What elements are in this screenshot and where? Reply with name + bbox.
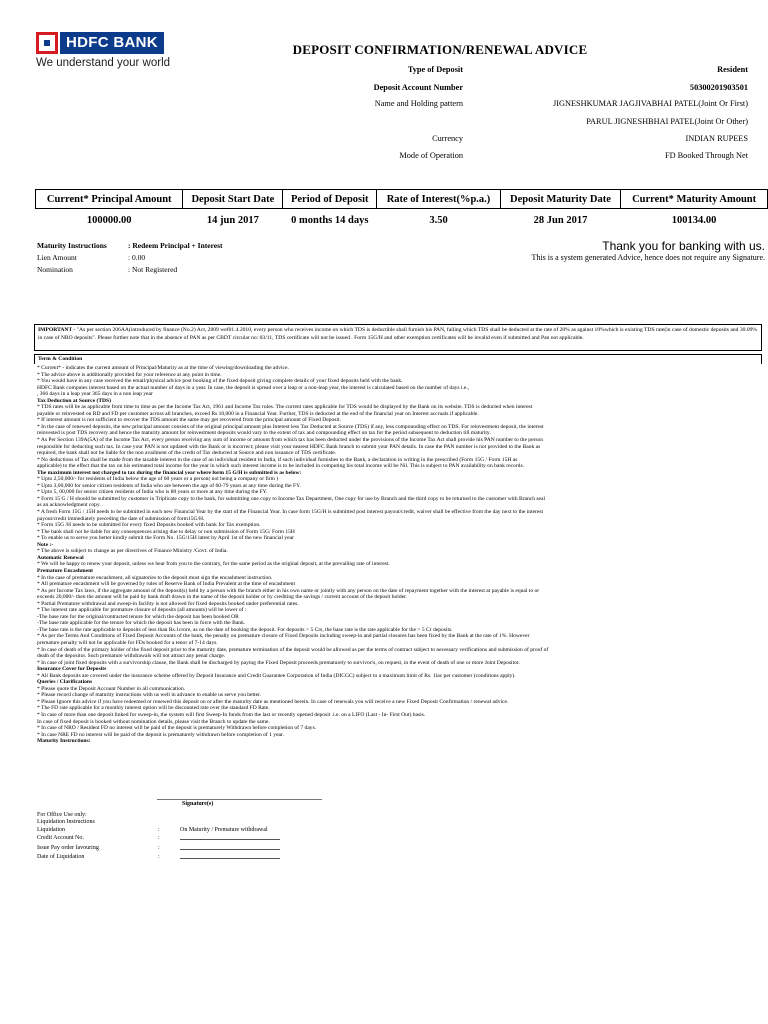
office-use-colon: : [158,826,160,833]
terms-line: * All premature encashment will be governed by rules of Reserve Bank of India Prevalent at the time of encashment [37,581,296,588]
detail-value: Resident [717,65,748,74]
terms-line: * The FD rate applicable for a monthly interest option will be discounted rate over the standard FD Rate. [37,705,270,712]
terms-line: -The base rate is the rate applicable to deposits of less than Rs.1crore, as on the date of booking the deposit. For deposits > 5 Crs, the base rate is the rate applicable for the > 5 Cr deposits. [37,626,453,633]
important-notice [34,324,762,351]
office-use-value [180,819,280,826]
office-use-value [180,853,280,862]
principal-amount: 100000.00 [86,214,132,226]
office-use-heading: For Office Use only: [37,812,87,818]
office-use-colon [158,819,180,826]
terms-line: premature penalty will not be applicable for FDs booked for a tenor of 7-14 days. [37,639,218,646]
terms-line: * In case of NRO / Resident FD no interest will be paid of the deposit is prematurely Withdrawn before completion of 7 days. [37,725,317,732]
detail-value: PARUL JIGNESHBHAI PATEL(Joint Or Other) [586,117,748,126]
terms-line: as an acknowledgment copy. [37,502,101,509]
detail-label: Mode of Operation [399,151,463,160]
terms-line: * As per the Terms And Conditions of Fixed Deposit Accounts of the bank, the penalty on premature closure of Fixed Deposits including sweep-in and partial closures has been fixed by the Bank at the rate of 1%. However [37,633,530,640]
terms-heading: Term & Condition [34,354,762,364]
blank-field-line [180,834,280,840]
terms-line: * Please Ignore this advice if you have redeemed or renewed this deposit on or after the maturity date as mentioned herein. In case of renewals you will receive a new Fixed Deposit Confirmation / renewal advice. [37,698,509,705]
system-generated-note: This is a system generated Advice, hence does not require any Signature. [531,253,765,262]
terms-section-heading: Insurance Cover for Deposits [37,666,107,673]
terms-line: * As Per Section 139A(5A) of the Income Tax Act, every person receiving any sum of income or amount from which tax has been deducted under the provisions of the Income Tax Act shall provide his PAN number to the person [37,437,544,444]
terms-section-heading: Note :- [37,541,54,548]
document-title: DEPOSIT CONFIRMATION/RENEWAL ADVICE [292,42,588,57]
terms-line: * To enable us to serve you better kindly submit the Form No. 15G/15H latest by April 1st of the new financial year [37,535,294,542]
office-use-value [180,834,280,843]
office-use-row [37,844,280,853]
rate: 3.50 [429,214,448,226]
terms-line: , 366 days in a leap year 365 days in a non leap year [37,391,153,398]
terms-line: * Current* - indicates the current amount of Principal/Maturity as at the time of viewing/downloading the advice. [37,365,289,371]
detail-value: JIGNESHKUMAR JAGJIVABHAI PATEL(Joint Or First) [553,99,748,108]
maturity-amount: 100134.00 [671,214,717,226]
terms-line: * As per Income Tax laws, if the aggregate amount of the deposit(s) held by a person with the branch either in his own name or jointly with any person on the date of repayment together with the interest at payable is equal to or [37,587,540,594]
office-use-section [37,812,280,862]
header-maturity-date: Deposit Maturity Date [500,190,620,209]
header-maturity-amount: Current* Maturity Amount [621,190,768,209]
terms-section-heading: Automatic Renewal [37,554,84,561]
office-use-label: Credit Account No. [37,835,84,842]
detail-label: Deposit Account Number [373,83,463,92]
terms-line: * Upto 5, 00,000 for senior citizen residents of India who is 80 years or more at any time during the FY. [37,489,268,496]
detail-value: FD Booked Through Net [664,151,748,160]
terms-section-heading: Tax Deduction at Source (TDS) [37,397,111,404]
detail-label: Currency [432,134,463,143]
terms-line: * Upto 3,00,000 for senior citizen residents of India who are between the age of 60-79 years at any time during the FY. [37,482,301,489]
terms-line: * In case of joint fixed deposits with a survivorship clause, the Bank shall be discharged by paying the Fixed Deposit proceeds prematurely to survivor/s, on request, in the event of death of one or more Joint Depositor. [37,659,520,666]
office-use-row [37,853,280,862]
terms-line: -The base rate applicable for the tenure for which the deposit has been in force with the Bank. [37,620,246,627]
terms-line: * In the case of premature encashment, all signatories to the deposit must sign the encashment instruction. [37,574,273,581]
terms-line: * In case of death of the primary holder of the fixed deposit prior to the maturity date, premature termination of the deposit would be allowed as per the terms of contract subject to necessary verifications and submission of proof of [37,646,549,653]
lien-amount-value: : 0.00 [128,253,146,262]
terms-line: -The base rate for the original/contracted tenure for which the deposit has been booked OR [37,613,239,620]
terms-line: * In case of more than one deposit linked for sweep-in, the system will first Sweep-In funds from the last or recently opened deposit .i.e. on a LIFO (Last - In- First Out) basis. [37,711,426,718]
terms-line: * All Bank deposits are covered under the insurance scheme offered by Deposit Insurance and Credit Guarantee Corporation of India (DICGC) subject to a maximum limit of Rs. 1lac per customer (conditions apply). [37,672,516,679]
bank-tagline: We understand your world [36,57,171,69]
terms-line: * The bank shall not be liable for any consequences arising due to delay or non submission of Form 15G/ Form 15H [37,528,295,535]
lien-amount-label: Lien Amount [37,253,77,262]
terms-line: applicable) to the effect that the tax on his estimated total income for the year in which such interest income is to be included in computing his total income will be Nil. This is subject to PAN availability on bank records. [37,463,524,470]
header-start-date: Deposit Start Date [183,190,283,209]
terms-line: * TDS rates will be as applicable from time to time as per the Income Tax Act, 1961 and Income Tax rules. The current rates applicable for TDS would be displayed by the Bank on its website. TDS is deducted when interest [37,404,533,411]
terms-and-conditions [34,365,762,745]
maturity-instructions-label: Maturity Instructions [37,241,107,250]
period: 0 months 14 days [291,214,369,226]
office-use-label: Liquidation Instructions [37,819,95,826]
office-use-row [37,834,280,843]
terms-line: * In the case of renewed deposits, the new principal amount consists of the original principal amount plus Interest less Tax Deducted at Source (TDS) if any, less compounding effect on TDS. For reinvestment deposit, the interest [37,423,544,430]
important-label: IMPORTANT - [38,327,76,333]
office-use-table [37,819,280,862]
terms-section-heading: The maximum interest not charged to tax during the financial year where form 15 G/H is submitted is as below: [37,469,302,476]
terms-line: * We will be happy to renew your deposit, unless we hear from you to the contrary, for the same period as the original deposit, at the prevailing rate of interest. [37,561,390,568]
office-use-row [37,819,280,826]
terms-line: * Please quote the Deposit Account Number in all communication. [37,685,186,692]
office-use-colon: : [158,835,160,842]
office-use-row [37,827,280,834]
office-use-value: On Maturity / Premature withdrawal [180,826,268,833]
detail-value: 50300201903501 [689,83,748,92]
terms-line: * If interest amount is not sufficient to recover the TDS amount the same may get recovered from the principal amount of Fixed Deposit. [37,417,341,424]
office-use-label: Issue Pay order favouring [37,844,99,851]
office-use-value [180,844,280,853]
terms-line: required, the bank shall not be liable for the non availment of the credit of Tax deducted at Source and non issuance of TDS certificate. [37,450,337,457]
nomination-value: : Not Registered [128,265,178,274]
signature-label: Signature(s) [182,801,214,807]
deposit-table-row [36,209,768,230]
blank-field-line [180,853,280,859]
terms-line: responsible for deducting such tax. In case your PAN is not updated with the Bank or is incorrect; please visit your nearest HDFC Bank branch to submit your PAN details. In case the PAN number is not provided to the Bank as [37,443,541,450]
terms-line: * The advice above is additionally provided for your reference at any point in time. [37,371,222,378]
thank-you-text: Thank you for banking with us. [602,239,765,253]
important-text: "As per section 206AA(introduced by finance (No.2) Act, 2009 wef01.4.2010, every person who receives income on which TDS is deductible shall furnish his PAN, failing which TDS shall be deducted at the rate of 20% as against 10%which is existing TDS rate(in case of domestic deposits and 30.09% in case of NRO deposits". Please further note that in the absence of PAN as per CBDT circular no: 03/11, TDS certificate will not be issued . Form 15G/H and other exemption certificates will be invalid even if submitted and Pan not applicable. [38,327,758,341]
signature-line [157,799,322,800]
terms-line: * Upto 2,50,000/- for residents of India below the age of 60 years or a person( not being a company or firm ) [37,476,279,483]
terms-section-heading: Premature Encashment [37,567,94,574]
terms-line: payout/credit immediately preceding the date of submission of form15G/H. [37,515,205,522]
terms-line: * In case NRE FD no interest will be paid of the deposit is prematurely withdrawn before completion of 1 year. [37,731,284,738]
terms-line: death of the depositor. Such premature withdrawals will not attract any penal charge. [37,653,226,660]
deposit-table-header [36,190,768,209]
header-rate: Rate of Interest(%p.a.) [377,190,501,209]
office-use-label: Liquidation [37,826,65,833]
terms-line: * A fresh Form 15G / 15H needs to be submitted in each new Financial Year by the start of the Financial Year. In case form 15G/H is submitted post interest payout/credit, waiver shall be effective from the day next to the interest [37,509,544,516]
terms-line: HDFC Bank computes interest based on the actual number of days in a year. In case, the deposit is spread over a leap or a non-leap year, the interest is calculated based on the number of days i.e., [37,384,470,391]
deposit-table [35,189,768,229]
bank-name: HDFC BANK [60,32,164,54]
terms-line: * The above is subject to change as per directives of Finance Ministry /Govt. of India. [37,548,228,555]
blank-field-line [180,844,280,850]
detail-label: Type of Deposit [407,65,463,74]
terms-line: payable or reinvested on RD and FD per customer across all branches, exceed Rs 10,000 in a Financial Year. Further, TDS is deducted at the end of the financial year on Interest accruals if applicable. [37,410,479,417]
maturity-date: 28 Jun 2017 [533,214,588,226]
nomination-label: Nomination [37,265,73,274]
terms-line: * Please record change of maturity instructions with us well in advance to enable us serve you better. [37,692,261,699]
terms-line: * You would have in any case received the email/physical advice post booking of the fixed deposit giving complete details of your fixed deposits held with the bank. [37,378,403,385]
terms-line: In case of fixed deposit is booked without nomination details, please visit the Branch to update the same. [37,718,270,725]
office-use-label: Date of Liquidation [37,854,85,861]
terms-line: * The interest rate applicable for premature closure of deposits (all amounts) will be lower of : [37,607,247,614]
terms-section-heading: Maturity Instructions: [37,738,91,745]
maturity-instructions-value: : Redeem Principal + Interest [128,241,223,250]
office-use-colon: : [158,844,160,851]
terms-line: * No deductions of Tax shall be made from the taxable interest in the case of an individual resident in India, if such individual furnishes to the Bank, a declaration in writing in the prescribed (Form 15G / Form 15H as [37,456,518,463]
terms-line: * Partial Premature withdrawal and sweep-in facility is not allowed for fixed deposits booked under preferential rates. [37,600,299,607]
office-use-colon: : [158,854,160,861]
terms-line: * Form 15 G / H should be submitted by customer in Triplicate copy to the bank, for submitting one copy to Income Tax Department, One copy for use by Branch and the third copy to be returned to the customer with Branch seal [37,495,546,502]
terms-line: reinvested is post TDS recovery and hence the maturity amount for reinvestment deposits would vary to the extent of tax and compounding effect on tax for the period subsequent to deduction till maturity. [37,430,491,437]
start-date: 14 jun 2017 [206,214,259,226]
detail-value: INDIAN RUPEES [685,134,748,143]
detail-label: Name and Holding pattern [374,99,463,108]
header-period: Period of Deposit [283,190,377,209]
terms-line: * Form 15G /H needs to be submitted for every fixed Deposits booked with bank for Tax exemption. [37,522,261,529]
header-principal: Current* Principal Amount [36,190,183,209]
terms-section-heading: Queries / Clarifications [37,679,93,686]
terms-line: exceeds 20,000/- then the amount will be paid by bank draft drawn in the name of the deposit holder or by crediting the savings / current account of the deposit holder. [37,594,407,601]
